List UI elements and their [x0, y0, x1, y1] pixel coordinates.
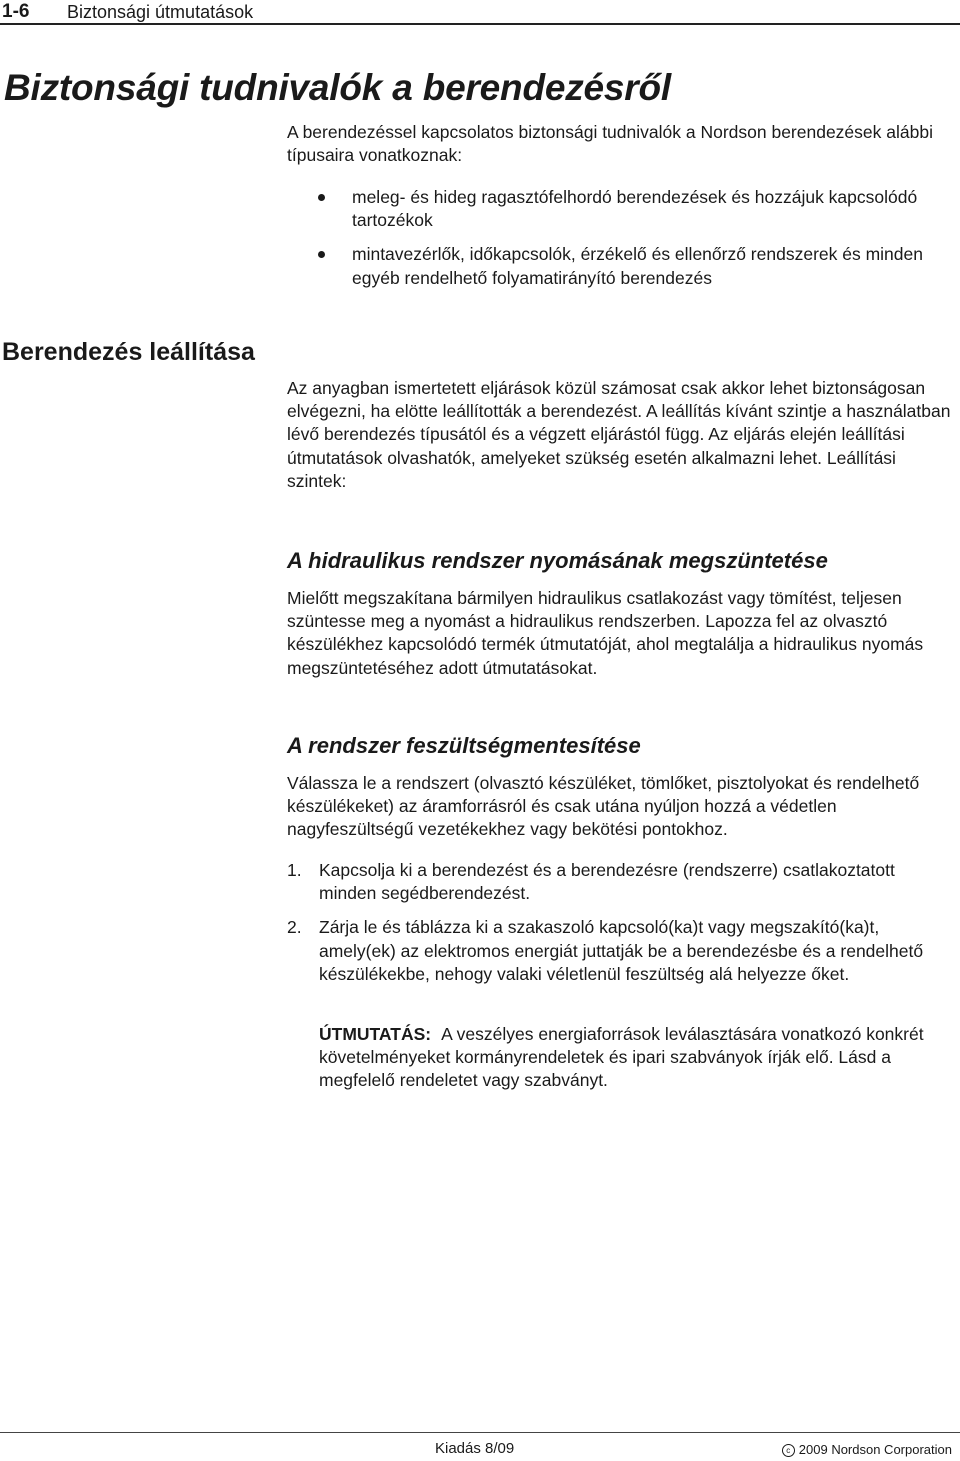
note-text: A veszélyes energiaforrások leválasztására vonatkozó konkrét követelményeket kormányrendeletek és ipari szabványok írják elő. Lásd a megfelelő rendeletet vagy szabványt.	[319, 1024, 924, 1091]
shutdown-paragraph: Az anyagban ismertetett eljárások közül számosat csak akkor lehet biztonságosan elvégezni, ha elötte leállították a berendezést. A leállítás kívánt szintje a használatban lévő berendezés típusától és a végzett eljárástól függ. Az eljárás elején leállítási útmutatások olvashatók, amelyeket szükség esetén alkalmazni lehet. Leállítási szintek:	[287, 378, 951, 491]
copyright-notice	[782, 1440, 952, 1460]
step-number: 1.	[287, 860, 302, 880]
bullet-icon	[318, 251, 325, 258]
list-item	[287, 859, 957, 905]
list-item-text: meleg- és hideg ragasztófelhordó berendezések és hozzájuk kapcsolódó tartozékok	[352, 187, 918, 231]
note-block	[319, 1023, 959, 1093]
step-text: Kapcsolja ki a berendezést és a berendezésre (rendszerre) csatlakoztatott minden segédberendezést.	[319, 860, 895, 904]
equipment-type-list	[318, 186, 958, 301]
step-text: Zárja le és táblázza ki a szakaszoló kapcsoló(ka)t vagy megszakító(ka)t, amely(ek) az elektromos energiát juttatják be a berendezésbe és a rendelhető készülékekbe, nehogy valaki véletlenül feszültség alá helyezze őket.	[319, 917, 924, 984]
subheading-deenergize: A rendszer feszültségmentesítése	[287, 733, 641, 758]
step-number: 2.	[287, 917, 302, 938]
header-divider	[0, 23, 960, 25]
list-item-text: mintavezérlők, időkapcsolók, érzékelő és ellenőrző rendszerek és minden egyéb rendelhető folyamatirányító berendezés	[352, 244, 923, 288]
copyright-icon: c	[782, 1444, 795, 1457]
subheading-hydraulic: A hidraulikus rendszer nyomásának megszüntetése	[287, 548, 828, 573]
page-number: 1-6	[2, 1, 30, 22]
edition-label: Kiadás 8/09	[435, 1440, 515, 1457]
deenergize-steps	[287, 859, 957, 997]
copyright-text: 2009 Nordson Corporation	[798, 1442, 952, 1457]
list-item	[318, 186, 958, 232]
bullet-icon	[318, 194, 325, 201]
list-item	[287, 916, 957, 986]
intro-paragraph: A berendezéssel kapcsolatos biztonsági tudnivalók a Nordson berendezések alábbi típusaira vonatkoznak:	[287, 122, 933, 166]
deenergize-paragraph: Válassza le a rendszert (olvasztó készüléket, tömlőket, pisztolyokat és rendelhető készülékeket) az áramforrásról és csak utána nyúljon hozzá a védetlen nagyfeszültségű vezetékekhez vagy bekötési pontokhoz.	[287, 773, 920, 840]
chapter-title: Biztonsági útmutatások	[67, 2, 254, 22]
list-item	[318, 243, 958, 289]
note-label: ÚTMUTATÁS:	[319, 1024, 432, 1044]
footer-divider	[0, 1432, 960, 1433]
hydraulic-paragraph: Mielőtt megszakítana bármilyen hidraulikus csatlakozást vagy tömítést, teljesen szüntesse meg a nyomást a hidraulikus rendszerben. Lapozza fel az olvasztó készülékhez kapcsolódó termék útmutatóját, ahol megtalálja a hidraulikus nyomás megszüntetéséhez adott útmutatásokat.	[287, 588, 924, 678]
page-title: Biztonsági tudnivalók a berendezésről	[4, 67, 671, 108]
section-heading-shutdown: Berendezés leállítása	[2, 338, 255, 366]
